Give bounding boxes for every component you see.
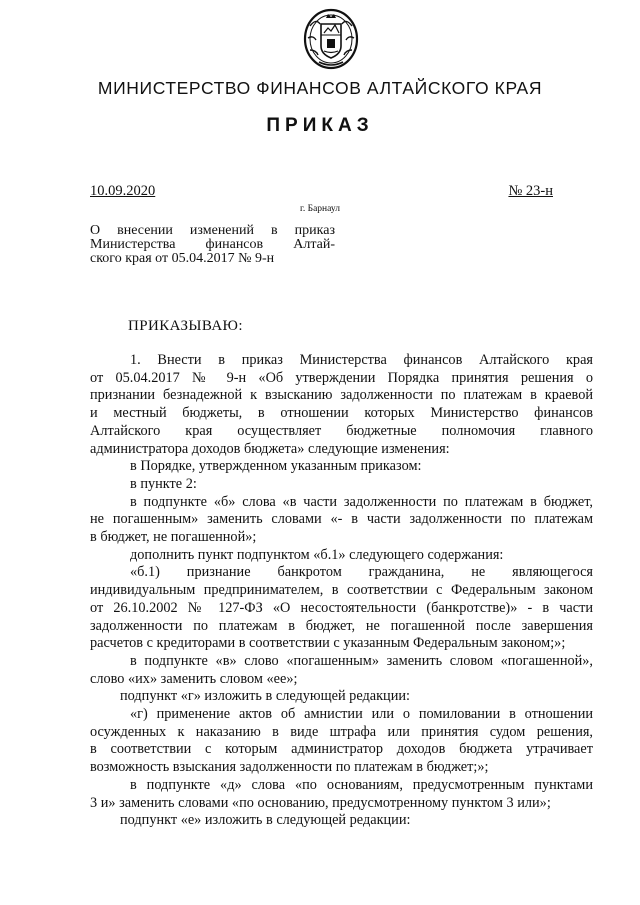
order-subject: [90, 224, 335, 266]
body-line: 1. Внести в приказ Министерства финансов Алтайского края: [130, 352, 593, 368]
body-line: осужденных к наказанию в виде штрафа или принятия судом решения,: [90, 723, 593, 740]
subject-line: О внесении изменений в приказ: [90, 223, 335, 238]
body-line: в соответствии с которым администратор доходов бюджета утрачивает: [90, 741, 593, 758]
order-date: 10.09.2020: [90, 183, 156, 199]
body-line: от 05.04.2017 № 9-н «Об утверждении Порядка принятия решения о: [90, 369, 593, 386]
body-line: администратора доходов бюджета» следующие изменения:: [90, 440, 450, 457]
order-body: [90, 352, 593, 830]
body-line: в пункте 2:: [130, 475, 197, 492]
body-line: не погашенным» заменить словами «- в части задолженности по платежам: [90, 511, 593, 528]
order-number: № 23-н: [508, 183, 553, 199]
body-line: возможность взыскания задолженности по платежам в бюджет;»;: [90, 759, 489, 776]
order-directive-word: ПРИКАЗЫВАЮ:: [128, 318, 243, 334]
body-line: индивидуальным предпринимателем, в соответствии с Федеральным законом: [90, 582, 593, 599]
body-line: Алтайского края осуществляет бюджетные полномочия главного: [90, 422, 593, 439]
body-line: расчетов с кредиторами в соответствии с указанным Федеральным законом;»;: [90, 635, 566, 652]
body-line: «г) применение актов об амнистии или о помиловании в отношении: [130, 706, 593, 723]
body-line: в Порядке, утвержденном указанным приказом:: [130, 458, 422, 475]
body-line: в подпункте «б» слова «в части задолженности по платежам в бюджет,: [130, 493, 593, 510]
body-line: подпункт «г» изложить в следующей редакции:: [120, 688, 410, 705]
ministry-name: МИНИСТЕРСТВО ФИНАНСОВ АЛТАЙСКОГО КРАЯ: [97, 78, 543, 98]
body-line: в подпункте «в» слово «погашенным» заменить словом «погашенной»,: [130, 652, 593, 669]
body-line: и местный бюджеты, в отношении которых Министерство финансов: [90, 405, 593, 422]
document-type-title: ПРИКАЗ: [266, 115, 374, 136]
body-line: дополнить пункт подпунктом «б.1» следующего содержания:: [130, 546, 504, 563]
body-line: в бюджет, не погашенной»;: [90, 529, 257, 546]
city-name: г. Барнаул: [300, 204, 340, 214]
body-line: задолженности по платежам в бюджет, не погашенной после завершения: [90, 617, 593, 634]
subject-line: Министерства финансов Алтай-: [90, 237, 335, 252]
body-line: 3 и» заменить словами «по основанию, предусмотренному пунктом 3 или»;: [90, 794, 551, 811]
body-line: подпункт «е» изложить в следующей редакции:: [120, 812, 411, 829]
coat-of-arms-emblem: [302, 6, 360, 70]
body-line: от 26.10.2002 № 127-ФЗ «О несостоятельности (банкротстве)» - в части: [90, 599, 593, 616]
subject-line: ского края от 05.04.2017 № 9-н: [90, 251, 275, 266]
body-line: слово «их» заменить словом «ее»;: [90, 670, 298, 687]
body-line: «б.1) признание банкротом гражданина, не являющегося: [130, 564, 593, 581]
body-line: признании безнадежной к взысканию задолженности по платежам в краевой: [90, 387, 593, 404]
body-line: в подпункте «д» слова «по основаниям, предусмотренным пунктами: [130, 776, 593, 793]
